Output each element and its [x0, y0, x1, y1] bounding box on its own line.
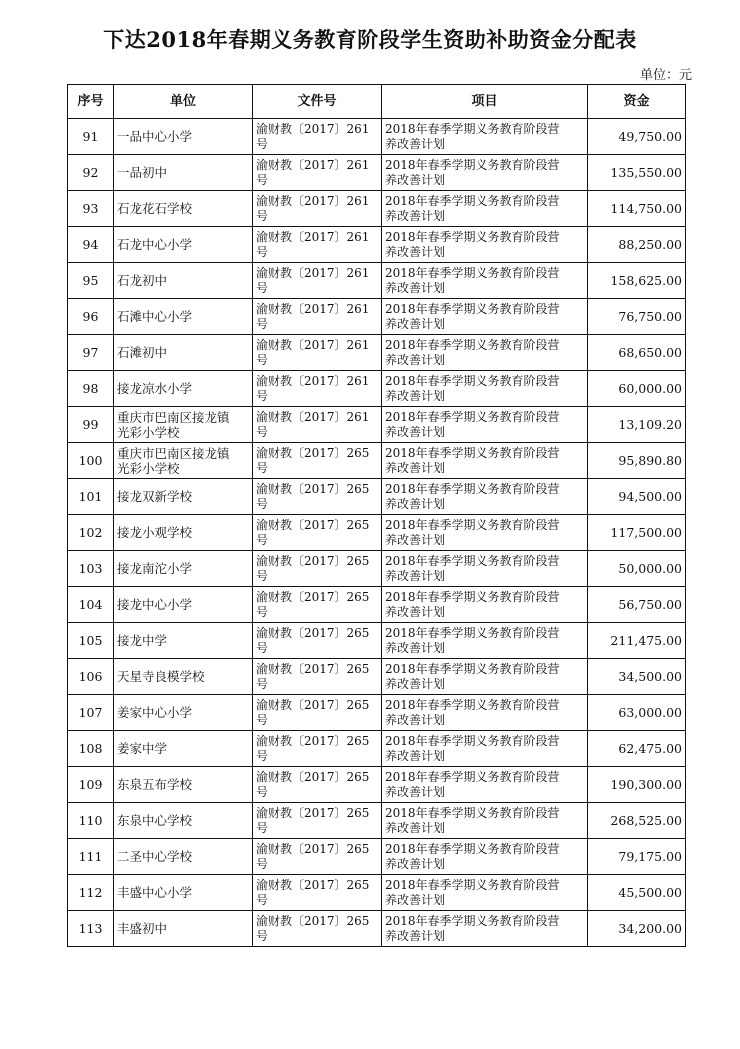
cell-item — [382, 371, 588, 407]
cell-line: 号 — [256, 532, 269, 547]
cell-line: 渝财教〔2017〕265 — [256, 697, 370, 712]
cell-amount: 190,300.00 — [588, 767, 686, 803]
cell-line: 接龙凉水小学 — [117, 381, 193, 396]
cell-unit — [114, 659, 253, 695]
cell-amount: 13,109.20 — [588, 407, 686, 443]
cell-seq: 105 — [68, 623, 114, 659]
cell-line: 丰盛中心小学 — [117, 885, 193, 900]
document-title: 下达2018年春期义务教育阶段学生资助补助资金分配表 — [103, 27, 637, 52]
table-row — [68, 371, 686, 407]
cell-line: 养改善计划 — [385, 604, 446, 619]
cell-line: 渝财教〔2017〕261 — [256, 337, 370, 352]
cell-seq: 96 — [68, 299, 114, 335]
cell-line: 2018年春季学期义务教育阶段营 — [385, 373, 560, 388]
cell-line: 渝财教〔2017〕265 — [256, 913, 370, 928]
cell-item — [382, 407, 588, 443]
cell-line: 养改善计划 — [385, 244, 446, 259]
cell-amount: 114,750.00 — [588, 191, 686, 227]
cell-seq: 98 — [68, 371, 114, 407]
cell-line: 渝财教〔2017〕261 — [256, 121, 370, 136]
table-row — [68, 659, 686, 695]
cell-line: 一品初中 — [117, 165, 168, 180]
cell-line: 养改善计划 — [385, 208, 446, 223]
cell-amount: 63,000.00 — [588, 695, 686, 731]
cell-seq: 106 — [68, 659, 114, 695]
cell-line: 养改善计划 — [385, 136, 446, 151]
cell-line: 2018年春季学期义务教育阶段营 — [385, 661, 560, 676]
cell-line: 养改善计划 — [385, 712, 446, 727]
cell-unit — [114, 623, 253, 659]
cell-line: 姜家中学 — [117, 741, 168, 756]
cell-line: 号 — [256, 604, 269, 619]
cell-doc-no — [253, 335, 382, 371]
cell-line: 渝财教〔2017〕265 — [256, 805, 370, 820]
header-seq: 序号 — [68, 85, 114, 119]
cell-line: 2018年春季学期义务教育阶段营 — [385, 841, 560, 856]
cell-unit — [114, 839, 253, 875]
cell-unit — [114, 407, 253, 443]
cell-seq: 101 — [68, 479, 114, 515]
cell-item — [382, 155, 588, 191]
cell-line: 渝财教〔2017〕265 — [256, 841, 370, 856]
cell-seq: 95 — [68, 263, 114, 299]
cell-seq: 111 — [68, 839, 114, 875]
cell-line: 渝财教〔2017〕265 — [256, 481, 370, 496]
cell-doc-no — [253, 767, 382, 803]
cell-line: 号 — [256, 820, 269, 835]
cell-unit — [114, 263, 253, 299]
cell-unit — [114, 587, 253, 623]
table-row — [68, 803, 686, 839]
cell-unit — [114, 299, 253, 335]
cell-line: 渝财教〔2017〕265 — [256, 445, 370, 460]
table-row — [68, 911, 686, 947]
cell-doc-no — [253, 839, 382, 875]
cell-amount: 45,500.00 — [588, 875, 686, 911]
table-row — [68, 227, 686, 263]
cell-line: 渝财教〔2017〕265 — [256, 661, 370, 676]
cell-seq: 108 — [68, 731, 114, 767]
cell-unit — [114, 443, 253, 479]
table-row — [68, 119, 686, 155]
cell-line: 2018年春季学期义务教育阶段营 — [385, 733, 560, 748]
cell-amount: 34,200.00 — [588, 911, 686, 947]
cell-amount: 158,625.00 — [588, 263, 686, 299]
cell-line: 养改善计划 — [385, 172, 446, 187]
cell-item — [382, 119, 588, 155]
cell-amount: 76,750.00 — [588, 299, 686, 335]
cell-doc-no — [253, 155, 382, 191]
table-row — [68, 479, 686, 515]
table-row — [68, 731, 686, 767]
cell-amount: 117,500.00 — [588, 515, 686, 551]
cell-line: 养改善计划 — [385, 424, 446, 439]
cell-line: 石龙中心小学 — [117, 237, 193, 252]
cell-unit — [114, 911, 253, 947]
cell-line: 石龙初中 — [117, 273, 168, 288]
cell-line: 号 — [256, 352, 269, 367]
cell-line: 养改善计划 — [385, 640, 446, 655]
cell-unit — [114, 119, 253, 155]
cell-seq: 103 — [68, 551, 114, 587]
cell-line: 2018年春季学期义务教育阶段营 — [385, 913, 560, 928]
cell-line: 2018年春季学期义务教育阶段营 — [385, 589, 560, 604]
cell-line: 2018年春季学期义务教育阶段营 — [385, 697, 560, 712]
cell-seq: 99 — [68, 407, 114, 443]
cell-line: 石滩中心小学 — [117, 309, 193, 324]
cell-line: 渝财教〔2017〕261 — [256, 301, 370, 316]
table-row — [68, 623, 686, 659]
cell-item — [382, 227, 588, 263]
cell-line: 2018年春季学期义务教育阶段营 — [385, 193, 560, 208]
cell-line: 2018年春季学期义务教育阶段营 — [385, 301, 560, 316]
cell-amount: 95,890.80 — [588, 443, 686, 479]
cell-doc-no — [253, 407, 382, 443]
cell-line: 渝财教〔2017〕261 — [256, 157, 370, 172]
cell-item — [382, 191, 588, 227]
cell-amount: 56,750.00 — [588, 587, 686, 623]
table-row — [68, 191, 686, 227]
header-unit: 单位 — [114, 85, 253, 119]
cell-line: 渝财教〔2017〕265 — [256, 733, 370, 748]
cell-item — [382, 263, 588, 299]
cell-seq: 100 — [68, 443, 114, 479]
cell-line: 渝财教〔2017〕261 — [256, 229, 370, 244]
cell-line: 2018年春季学期义务教育阶段营 — [385, 517, 560, 532]
cell-unit — [114, 371, 253, 407]
cell-doc-no — [253, 695, 382, 731]
table-row — [68, 155, 686, 191]
cell-unit — [114, 335, 253, 371]
cell-line: 渝财教〔2017〕265 — [256, 589, 370, 604]
cell-doc-no — [253, 119, 382, 155]
cell-line: 渝财教〔2017〕265 — [256, 877, 370, 892]
cell-unit — [114, 479, 253, 515]
cell-line: 养改善计划 — [385, 748, 446, 763]
cell-amount: 135,550.00 — [588, 155, 686, 191]
cell-doc-no — [253, 479, 382, 515]
cell-line: 2018年春季学期义务教育阶段营 — [385, 409, 560, 424]
cell-doc-no — [253, 659, 382, 695]
cell-seq: 92 — [68, 155, 114, 191]
unit-note: 单位：元 — [639, 68, 692, 83]
cell-line: 号 — [256, 892, 269, 907]
cell-seq: 104 — [68, 587, 114, 623]
cell-line: 接龙双新学校 — [117, 489, 193, 504]
cell-amount: 62,475.00 — [588, 731, 686, 767]
cell-unit — [114, 551, 253, 587]
cell-item — [382, 551, 588, 587]
cell-line: 养改善计划 — [385, 460, 446, 475]
table-row — [68, 875, 686, 911]
cell-unit — [114, 695, 253, 731]
cell-item — [382, 299, 588, 335]
cell-amount: 79,175.00 — [588, 839, 686, 875]
cell-line: 2018年春季学期义务教育阶段营 — [385, 229, 560, 244]
allocation-table — [67, 84, 686, 947]
table-row — [68, 299, 686, 335]
cell-item — [382, 623, 588, 659]
cell-item — [382, 767, 588, 803]
cell-line: 养改善计划 — [385, 496, 446, 511]
cell-seq: 112 — [68, 875, 114, 911]
table-row — [68, 587, 686, 623]
cell-item — [382, 875, 588, 911]
cell-item — [382, 479, 588, 515]
cell-line: 号 — [256, 640, 269, 655]
cell-line: 接龙中学 — [117, 633, 168, 648]
cell-line: 号 — [256, 316, 269, 331]
cell-line: 一品中心小学 — [117, 129, 193, 144]
cell-item — [382, 803, 588, 839]
cell-unit — [114, 191, 253, 227]
cell-amount: 49,750.00 — [588, 119, 686, 155]
cell-line: 号 — [256, 208, 269, 223]
table-row — [68, 263, 686, 299]
table-row — [68, 515, 686, 551]
cell-line: 号 — [256, 676, 269, 691]
cell-doc-no — [253, 551, 382, 587]
cell-line: 渝财教〔2017〕261 — [256, 193, 370, 208]
cell-line: 2018年春季学期义务教育阶段营 — [385, 877, 560, 892]
table-body — [68, 119, 686, 947]
cell-line: 养改善计划 — [385, 676, 446, 691]
cell-unit — [114, 875, 253, 911]
cell-line: 号 — [256, 388, 269, 403]
cell-line: 2018年春季学期义务教育阶段营 — [385, 481, 560, 496]
cell-seq: 91 — [68, 119, 114, 155]
cell-item — [382, 659, 588, 695]
cell-line: 2018年春季学期义务教育阶段营 — [385, 337, 560, 352]
cell-amount: 268,525.00 — [588, 803, 686, 839]
cell-line: 2018年春季学期义务教育阶段营 — [385, 157, 560, 172]
cell-doc-no — [253, 515, 382, 551]
cell-line: 东泉中心学校 — [117, 813, 193, 828]
cell-line: 号 — [256, 136, 269, 151]
cell-line: 渝财教〔2017〕261 — [256, 265, 370, 280]
cell-doc-no — [253, 371, 382, 407]
cell-line: 2018年春季学期义务教育阶段营 — [385, 265, 560, 280]
cell-line: 渝财教〔2017〕265 — [256, 625, 370, 640]
cell-line: 号 — [256, 244, 269, 259]
cell-doc-no — [253, 299, 382, 335]
cell-line: 东泉五布学校 — [117, 777, 193, 792]
cell-amount: 88,250.00 — [588, 227, 686, 263]
cell-unit — [114, 731, 253, 767]
cell-line: 养改善计划 — [385, 856, 446, 871]
cell-line: 养改善计划 — [385, 820, 446, 835]
cell-seq: 97 — [68, 335, 114, 371]
cell-doc-no — [253, 263, 382, 299]
cell-line: 石龙花石学校 — [117, 201, 193, 216]
cell-line: 2018年春季学期义务教育阶段营 — [385, 121, 560, 136]
cell-seq: 102 — [68, 515, 114, 551]
table-row — [68, 839, 686, 875]
cell-item — [382, 515, 588, 551]
cell-line: 养改善计划 — [385, 892, 446, 907]
cell-item — [382, 839, 588, 875]
cell-line: 养改善计划 — [385, 784, 446, 799]
cell-amount: 94,500.00 — [588, 479, 686, 515]
cell-line: 光彩小学校 — [117, 460, 180, 476]
cell-item — [382, 731, 588, 767]
cell-line: 重庆市巴南区接龙镇 — [117, 409, 230, 425]
cell-seq: 107 — [68, 695, 114, 731]
cell-line: 接龙南沱小学 — [117, 561, 193, 576]
cell-doc-no — [253, 731, 382, 767]
cell-item — [382, 587, 588, 623]
cell-line: 养改善计划 — [385, 316, 446, 331]
cell-unit — [114, 515, 253, 551]
cell-line: 号 — [256, 496, 269, 511]
cell-line: 姜家中心小学 — [117, 705, 193, 720]
cell-seq: 94 — [68, 227, 114, 263]
table-row — [68, 767, 686, 803]
cell-line: 养改善计划 — [385, 568, 446, 583]
cell-doc-no — [253, 911, 382, 947]
cell-line: 号 — [256, 748, 269, 763]
cell-line: 渝财教〔2017〕265 — [256, 517, 370, 532]
cell-line: 号 — [256, 460, 269, 475]
cell-line: 养改善计划 — [385, 532, 446, 547]
cell-doc-no — [253, 875, 382, 911]
cell-line: 丰盛初中 — [117, 921, 168, 936]
cell-line: 号 — [256, 856, 269, 871]
cell-amount: 34,500.00 — [588, 659, 686, 695]
cell-line: 渝财教〔2017〕261 — [256, 409, 370, 424]
cell-line: 养改善计划 — [385, 352, 446, 367]
table-row — [68, 443, 686, 479]
cell-line: 天星寺良模学校 — [117, 669, 205, 684]
cell-amount: 50,000.00 — [588, 551, 686, 587]
header-amount: 资金 — [588, 85, 686, 119]
cell-line: 渝财教〔2017〕265 — [256, 553, 370, 568]
cell-amount: 68,650.00 — [588, 335, 686, 371]
cell-line: 重庆市巴南区接龙镇 — [117, 445, 230, 461]
cell-item — [382, 695, 588, 731]
cell-line: 号 — [256, 928, 269, 943]
cell-line: 二圣中心学校 — [117, 849, 193, 864]
cell-doc-no — [253, 227, 382, 263]
cell-doc-no — [253, 443, 382, 479]
cell-line: 号 — [256, 712, 269, 727]
cell-line: 2018年春季学期义务教育阶段营 — [385, 769, 560, 784]
cell-line: 渝财教〔2017〕261 — [256, 373, 370, 388]
header-item: 项目 — [382, 85, 588, 119]
cell-line: 养改善计划 — [385, 388, 446, 403]
cell-line: 号 — [256, 424, 269, 439]
cell-line: 养改善计划 — [385, 280, 446, 295]
cell-unit — [114, 227, 253, 263]
cell-line: 2018年春季学期义务教育阶段营 — [385, 625, 560, 640]
cell-line: 渝财教〔2017〕265 — [256, 769, 370, 784]
cell-line: 光彩小学校 — [117, 424, 180, 440]
cell-item — [382, 911, 588, 947]
header-doc-no: 文件号 — [253, 85, 382, 119]
table-row — [68, 407, 686, 443]
cell-line: 2018年春季学期义务教育阶段营 — [385, 445, 560, 460]
cell-seq: 110 — [68, 803, 114, 839]
cell-line: 石滩初中 — [117, 345, 168, 360]
cell-seq: 109 — [68, 767, 114, 803]
cell-line: 2018年春季学期义务教育阶段营 — [385, 553, 560, 568]
cell-doc-no — [253, 623, 382, 659]
table-row — [68, 335, 686, 371]
cell-unit — [114, 767, 253, 803]
cell-amount: 211,475.00 — [588, 623, 686, 659]
cell-item — [382, 335, 588, 371]
cell-line: 号 — [256, 568, 269, 583]
cell-item — [382, 443, 588, 479]
cell-doc-no — [253, 191, 382, 227]
cell-line: 号 — [256, 172, 269, 187]
cell-seq: 93 — [68, 191, 114, 227]
cell-amount: 60,000.00 — [588, 371, 686, 407]
table-row — [68, 551, 686, 587]
cell-line: 接龙小观学校 — [117, 525, 193, 540]
cell-seq: 113 — [68, 911, 114, 947]
table-header-row — [68, 85, 686, 119]
cell-doc-no — [253, 587, 382, 623]
cell-line: 2018年春季学期义务教育阶段营 — [385, 805, 560, 820]
cell-doc-no — [253, 803, 382, 839]
table-row — [68, 695, 686, 731]
cell-line: 接龙中心小学 — [117, 597, 193, 612]
cell-line: 养改善计划 — [385, 928, 446, 943]
cell-unit — [114, 155, 253, 191]
cell-line: 号 — [256, 280, 269, 295]
cell-unit — [114, 803, 253, 839]
cell-line: 号 — [256, 784, 269, 799]
